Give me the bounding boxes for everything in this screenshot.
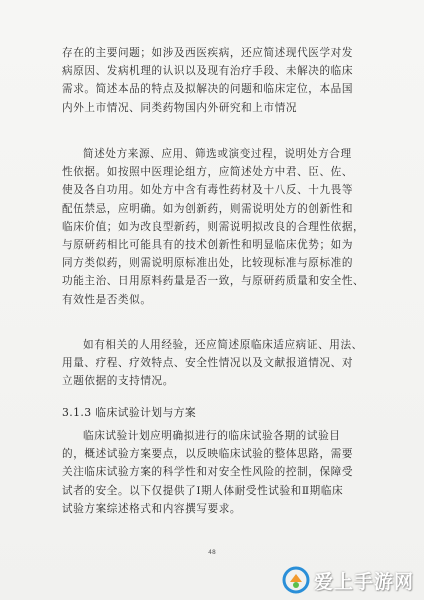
watermark-logo-icon [282, 566, 310, 594]
paragraph-3 [62, 336, 368, 391]
text-line: 试验方案综述格式和内容撰写要求。 [62, 502, 242, 515]
text-line: 立题依据的支持情况。 [62, 375, 174, 388]
text-line: 临床价值；如为改良型新药，则需说明拟改良的合理性依据， [62, 220, 365, 233]
text-line: 配伍禁忌，应明确。如为创新药，则需说明处方的创新性和 [62, 202, 354, 215]
text-line: 简述处方来源、应用、筛选或演变过程，说明处方合理 [83, 148, 352, 160]
text-line: 使及各自功用。如处方中含有毒性药材及十八反、十九畏等 [62, 184, 354, 197]
text-line: 需求。简述本品的特点及拟解决的问题和临床定位，本品国 [62, 83, 354, 96]
text-line: 存在的主要问题；如涉及西医疾病，还应简述现代医学对发 [62, 47, 354, 59]
text-line: 临床试验计划应明确拟进行的临床试验各期的试验目 [83, 430, 341, 442]
text-line: 关注临床试验方案的科学性和对安全性风险的控制，保障受 [62, 466, 354, 479]
text-line: 功能主治、日用原料药量是否一致，与原研药质量和安全性、 [62, 275, 365, 288]
watermark [282, 566, 414, 594]
paragraph-2 [62, 145, 368, 309]
text-line: 性依据。如按照中医理论组方，应简述处方中君、臣、佐、 [62, 166, 354, 179]
section-heading: 3.1.3 临床试验计划与方案 [62, 406, 197, 419]
text-line: 如有相关的人用经验，还应简述原临床适应病证、用法、 [83, 339, 363, 351]
watermark-text: 爱上手游网 [313, 570, 414, 593]
text-line: 的，概述试验方案要点，以反映临床试验的整体思路，需要 [62, 448, 354, 461]
text-line: 用量、疗程、疗效特点、安全性情况以及文献报道情况、对 [62, 357, 354, 370]
text-line: 同方类似药，则需说明原标准出处，比较现标准与原标准的 [62, 257, 354, 270]
text-line: 有效性是否类似。 [62, 293, 152, 306]
paragraph-1 [62, 44, 368, 117]
paragraph-4 [62, 427, 368, 518]
text-line: 试者的安全。以下仅提供了Ⅰ期人体耐受性试验和Ⅱ期临床 [62, 484, 344, 497]
page-number: 48 [208, 549, 216, 556]
text-line: 病原因、发病机理的认识以及现有治疗手段、未解决的临床 [62, 65, 354, 78]
text-line: 内外上市情况、同类药物国内外研究和上市情况 [62, 101, 298, 114]
text-line: 与原研药相比可能具有的技术创新性和明显临床优势；如为 [62, 239, 354, 252]
